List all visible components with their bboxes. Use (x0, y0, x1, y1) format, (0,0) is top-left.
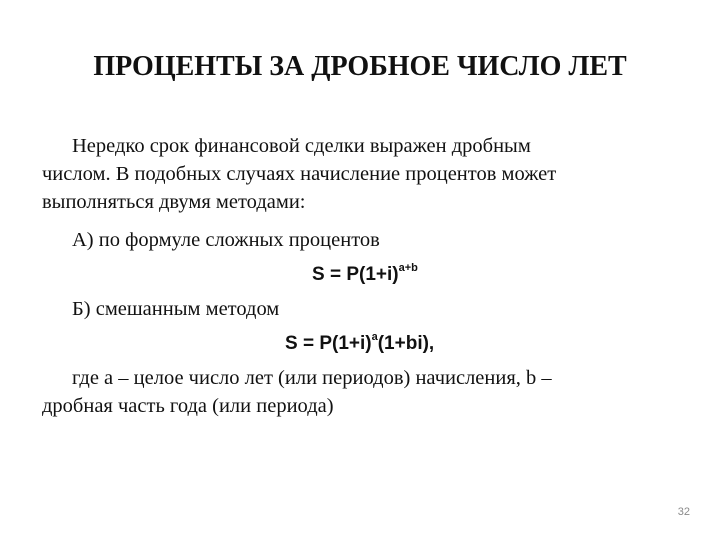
method-a-label: А) по формуле сложных процентов (72, 229, 380, 251)
slide-title: ПРОЦЕНТЫ ЗА ДРОБНОЕ ЧИСЛО ЛЕТ (93, 51, 627, 82)
explanation-line-2: дробная часть года (или периода) (42, 395, 334, 417)
formula-b-base: S = P(1+i) (285, 333, 372, 354)
compound-interest-formula (312, 262, 418, 288)
paragraph-line-2: числом. В подобных случаях начисление процентов может (42, 163, 557, 185)
formula-a-base: S = P(1+i) (312, 264, 399, 285)
paragraph-line-3: выполняться двумя методами: (42, 191, 306, 213)
formula-b-rest: (1+bi), (377, 333, 435, 354)
mixed-method-formula (285, 331, 434, 357)
page-number: 32 (677, 506, 690, 518)
explanation-line-1: где a – целое число лет (или периодов) начисления, b – (72, 367, 552, 389)
formula-b-exponent: a (371, 330, 378, 343)
formula-a-exponent: a+b (398, 261, 418, 274)
method-b-label: Б) смешанным методом (72, 298, 280, 320)
paragraph-line-1: Нередко срок финансовой сделки выражен дробным (72, 135, 531, 157)
